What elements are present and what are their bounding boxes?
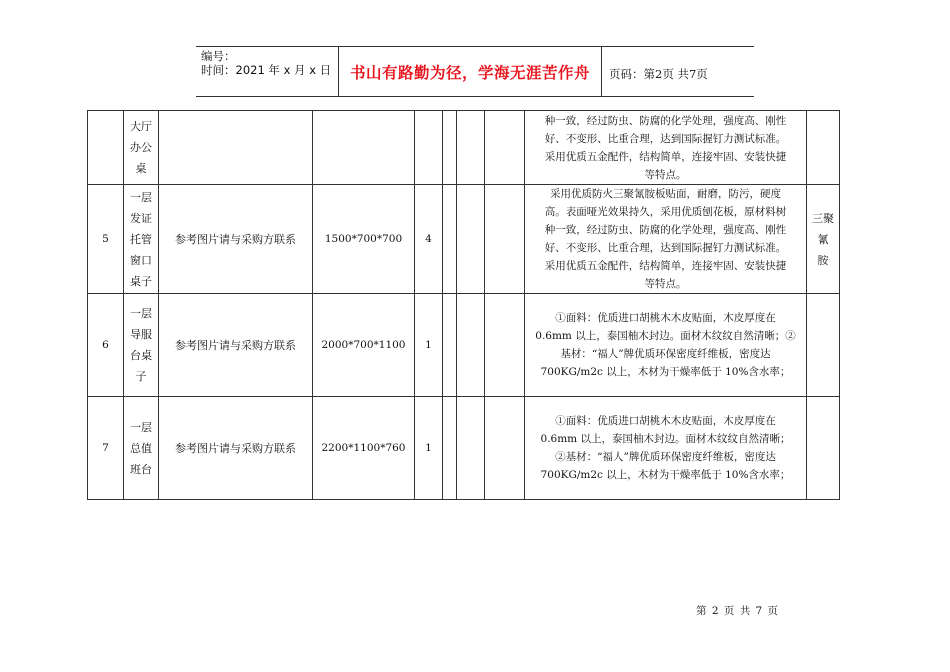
furniture-table	[87, 110, 840, 500]
cell-blank	[443, 185, 457, 294]
cell-desc	[525, 185, 807, 294]
cell-blank	[457, 185, 485, 294]
cell-size: 2000*700*1100	[313, 294, 415, 397]
header-divider-right	[601, 47, 602, 96]
desc-line: 高。表面哑光效果持久，采用优质刨花板，原材料树	[544, 206, 787, 218]
desc-line: ①面料：优质进口胡桃木木皮贴面，木皮厚度在	[555, 415, 776, 427]
cell-blank	[457, 294, 485, 397]
cell-material	[807, 294, 840, 397]
cell-qty	[415, 111, 443, 185]
name-line: 桌子	[130, 274, 152, 288]
cell-qty: 1	[415, 294, 443, 397]
header-time-label: 时间：2021 年 x 月 x 日	[201, 63, 332, 77]
desc-line: 好、不变形、比重合理，达到国际握钉力测试标准。	[544, 132, 787, 145]
name-line: 办公	[130, 141, 152, 154]
desc-line: ②基材：“福人”牌优质环保密度纤维板，密度达	[555, 451, 776, 463]
cell-material	[807, 111, 840, 185]
name-line: 总值	[130, 441, 152, 455]
name-line: 托管	[130, 232, 152, 246]
cell-ref: 参考图片请与采购方联系	[159, 397, 313, 500]
cell-qty: 4	[415, 185, 443, 294]
cell-blank	[485, 397, 525, 500]
header-meta	[201, 49, 331, 77]
material-line: 胺	[817, 253, 829, 267]
desc-line: 好、不变形、比重合理，达到国际握钉力测试标准。	[544, 242, 787, 254]
desc-line: 等特点。	[644, 278, 687, 290]
cell-blank	[457, 397, 485, 500]
desc-line: 采用优质防火三聚氰胺板贴面，耐磨，防污，硬度	[550, 188, 781, 200]
desc-line: 种一致，经过防虫、防腐的化学处理，强度高、刚性	[544, 114, 787, 127]
material-line: 三聚氰	[812, 211, 834, 246]
desc-line: 0.6mm 以上，泰国柚木封边。面材木纹纹自然清晰；②	[535, 330, 796, 342]
name-line: 大厅	[130, 120, 152, 133]
name-line: 桌	[135, 162, 147, 175]
cell-blank	[485, 111, 525, 185]
name-line: 一层	[130, 307, 152, 320]
desc-line: 等特点。	[644, 168, 687, 181]
name-line: 一层	[130, 190, 152, 204]
cell-blank	[485, 294, 525, 397]
cell-name	[124, 111, 159, 185]
cell-material	[807, 397, 840, 500]
table-row	[88, 294, 840, 397]
cell-blank	[457, 111, 485, 185]
cell-name	[124, 397, 159, 500]
header-page-label: 页码：第2页 共7页	[609, 67, 708, 81]
name-line: 一层	[130, 420, 152, 434]
cell-name	[124, 185, 159, 294]
header-motto: 书山有路勤为径，学海无涯苦作舟	[349, 63, 590, 82]
desc-line: 采用优质五金配件，结构简单，连接牢固、安装快捷	[544, 150, 787, 163]
cell-material	[807, 185, 840, 294]
name-line: 发证	[130, 211, 152, 225]
cell-desc	[525, 111, 807, 185]
desc-line: 700KG/m2c 以上，木材为干燥率低于 10%含水率；	[540, 469, 791, 481]
cell-size: 2200*1100*760	[313, 397, 415, 500]
cell-ref: 参考图片请与采购方联系	[159, 185, 313, 294]
cell-size	[313, 111, 415, 185]
table-row	[88, 397, 840, 500]
name-line: 窗口	[130, 253, 152, 267]
cell-blank	[443, 397, 457, 500]
desc-line: 采用优质五金配件，结构简单，连接牢固、安装快捷	[544, 260, 787, 272]
desc-line: 700KG/m2c 以上，木材为干燥率低于 10%含水率；	[540, 366, 791, 378]
desc-line: 基材：“福人”牌优质环保密度纤维板，密度达	[560, 348, 771, 360]
cell-ref	[159, 111, 313, 185]
desc-line: ①面料：优质进口胡桃木木皮贴面，木皮厚度在	[555, 312, 776, 324]
cell-ref: 参考图片请与采购方联系	[159, 294, 313, 397]
name-line: 班台	[130, 462, 152, 476]
header-bottom-rule	[196, 96, 754, 97]
cell-blank	[443, 294, 457, 397]
cell-desc	[525, 294, 807, 397]
desc-line: 0.6mm 以上，泰国柚木封边。面材木纹纹自然清晰；	[540, 433, 791, 445]
name-line: 导服	[130, 328, 152, 341]
cell-desc	[525, 397, 807, 500]
table-row	[88, 111, 840, 185]
cell-no: 6	[88, 294, 124, 397]
cell-no	[88, 111, 124, 185]
cell-no: 7	[88, 397, 124, 500]
cell-blank	[443, 111, 457, 185]
cell-qty: 1	[415, 397, 443, 500]
cell-size: 1500*700*700	[313, 185, 415, 294]
page-footer: 第 2 页 共 7 页	[696, 605, 780, 617]
cell-blank	[485, 185, 525, 294]
table-row	[88, 185, 840, 294]
name-line: 台桌	[130, 349, 152, 362]
name-line: 子	[135, 370, 147, 383]
desc-line: 种一致，经过防虫、防腐的化学处理，强度高、刚性	[544, 224, 787, 236]
cell-name	[124, 294, 159, 397]
cell-no: 5	[88, 185, 124, 294]
header-number-label: 编号：	[201, 49, 236, 63]
